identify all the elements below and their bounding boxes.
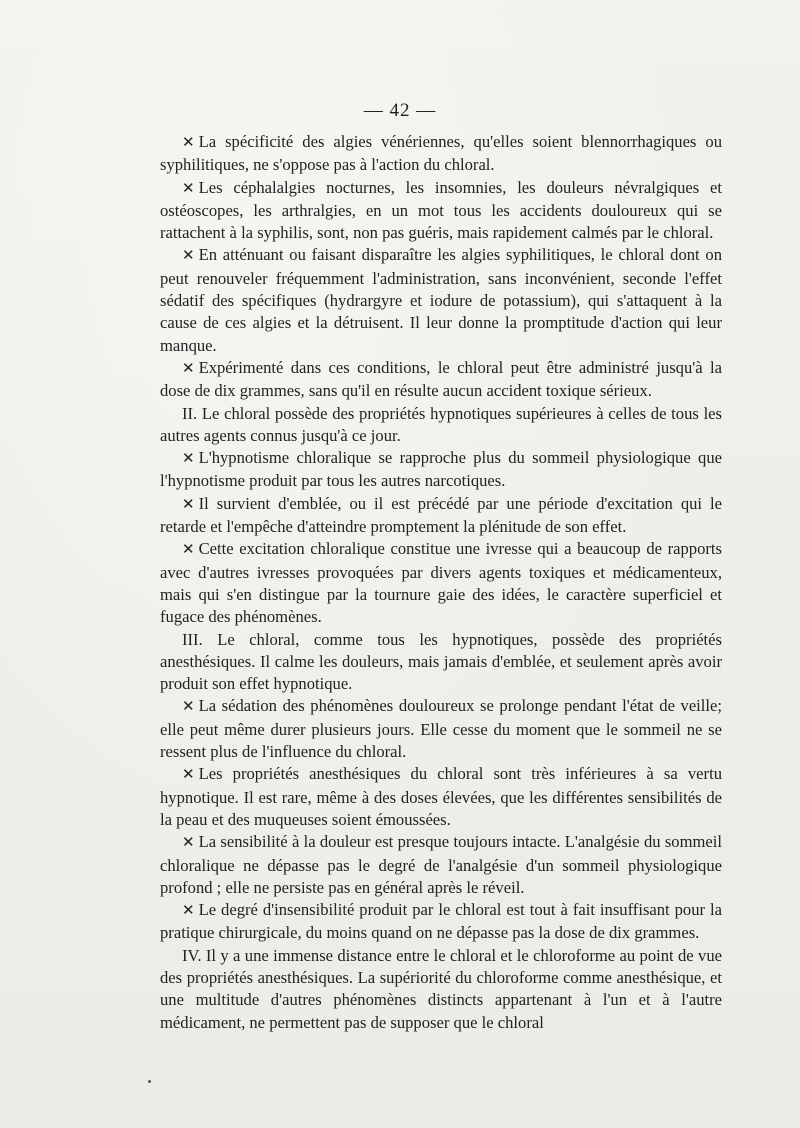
paragraph: ✕ Les céphalalgies nocturnes, les insomnies, les douleurs névralgiques et ostéoscopes, les arthralgies, en un mot tous les accidents douloureux qui se rattachent à la syphilis, sont, non pas guéris, mais rapidement calmés par le chloral.	[160, 177, 722, 243]
paragraph: ✕ Le degré d'insensibilité produit par le chloral est tout à fait insuffisant pour la pratique chirurgicale, du moins quand on ne dépasse pas la dose de dix grammes.	[160, 900, 722, 943]
paragraph: ✕ Il survient d'emblée, ou il est précédé par une période d'excitation qui le retarde et l'empêche d'atteindre promptement la plénitude de son effet.	[160, 493, 722, 537]
paragraph: ✕ La sédation des phénomènes douloureux se prolonge pendant l'état de veille; elle peut même durer plusieurs jours. Elle cesse du moment que le sommeil ne se ressent plus de l'influence du chloral.	[160, 696, 722, 762]
paragraph: ✕ En atténuant ou faisant disparaître les algies syphilitiques, le chloral dont on peut renouveler fréquemment l'administration, sans inconvénient, seconde l'effet sédatif des spécifiques (hydrargyre et iodure de potassium), qui s'attaquent à la cause de ces algies et la détruisent. Il leur donne la promptitude d'action qui leur manque.	[160, 245, 722, 355]
asterism-mark: ✕	[182, 180, 195, 197]
body-text	[160, 131, 722, 1034]
paragraph: IV. Il y a une immense distance entre le chloral et le chloroforme au point de vue des propriétés anesthésiques. La supériorité du chloroforme comme anesthésique, et une multitude d'autres phénomènes distincts appartenant à l'un et à l'autre médicament, ne permettent pas de supposer que le chloral	[160, 945, 722, 1032]
asterism-mark: ✕	[182, 360, 195, 377]
asterism-mark: ✕	[182, 135, 195, 151]
asterism-mark: ✕	[182, 835, 195, 852]
paragraph: ✕ Les propriétés anesthésiques du chloral sont très inférieures à sa vertu hypnotique. Il est rare, même à des doses élevées, que les différentes sensibilités de la peau et des muqueuses soient émoussées.	[160, 764, 722, 829]
ink-speck	[148, 1080, 151, 1083]
paragraph: ✕ La spécificité des algies vénériennes, qu'elles soient blennorrhagiques ou syphilitiques, ne s'oppose pas à l'action du chloral.	[160, 132, 722, 175]
paragraph: ✕ Cette excitation chloralique constitue une ivresse qui a beaucoup de rapports avec d'autres ivresses provoquées par divers agents toxiques et médicamenteux, mais qui s'en distingue par la tournure gaie des idées, le caractère superficiel et fugace des phénomènes.	[160, 539, 722, 627]
asterism-mark: ✕	[182, 542, 195, 559]
asterism-mark: ✕	[182, 767, 195, 784]
asterism-mark: ✕	[182, 699, 195, 716]
paragraph: ✕ La sensibilité à la douleur est presque toujours intacte. L'analgésie du sommeil chloralique ne dépasse pas le degré de l'analgésie d'un sommeil physiologique profond ; elle ne persiste pas en général après le réveil.	[160, 832, 722, 897]
paragraph: ✕ L'hypnotisme chloralique se rapproche plus du sommeil physiologique que l'hypnotisme produit par tous les autres narcotiques.	[160, 448, 722, 491]
paragraph: ✕ Expérimenté dans ces conditions, le chloral peut être administré jusqu'à la dose de dix grammes, sans qu'il en résulte aucun accident toxique sérieux.	[160, 357, 722, 401]
asterism-mark: ✕	[182, 451, 195, 468]
asterism-mark: ✕	[182, 248, 195, 265]
paragraph: III. Le chloral, comme tous les hypnotiques, possède des propriétés anesthésiques. Il calme les douleurs, mais jamais d'emblée, et seulement après avoir produit son effet hypnotique.	[160, 629, 722, 694]
paragraph: II. Le chloral possède des propriétés hypnotiques supérieures à celles de tous les autres agents connus jusqu'à ce jour.	[160, 403, 722, 445]
asterism-mark: ✕	[182, 903, 195, 920]
asterism-mark: ✕	[182, 496, 195, 513]
page-number: — 42 —	[363, 100, 437, 121]
